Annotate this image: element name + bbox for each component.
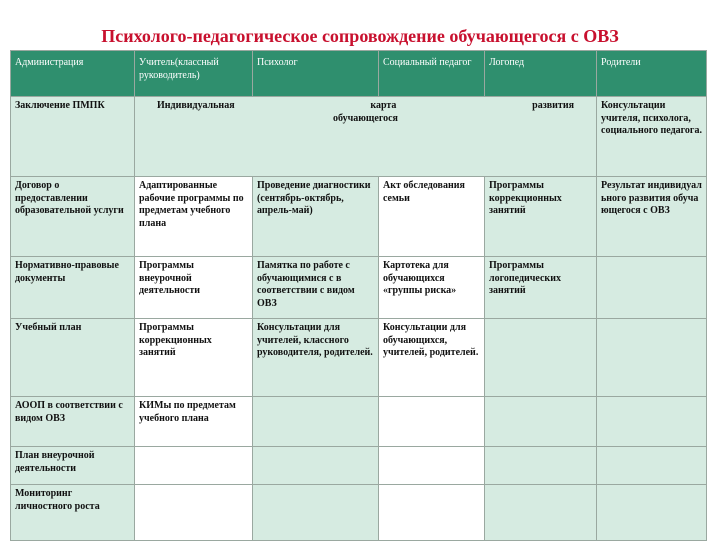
cell-psychologist-empty bbox=[253, 485, 379, 541]
cell-speech-therapist-empty bbox=[485, 319, 597, 397]
cell-speech-therapist-empty bbox=[485, 397, 597, 447]
cell-psychologist-empty bbox=[253, 397, 379, 447]
cell-parents: Результат индивидуального развития обучающегося с ОВЗ bbox=[597, 177, 707, 257]
header-parents: Родители bbox=[597, 51, 707, 97]
cell-teacher: КИМы по предметам учебного плана bbox=[135, 397, 253, 447]
cell-parents-empty bbox=[597, 257, 707, 319]
cell-social-pedagogue: Консультации для обучающихся, учителей, родителей. bbox=[379, 319, 485, 397]
cell-admin: Договор о предоставлении образовательной услуги bbox=[11, 177, 135, 257]
cell-admin: Нормативно-правовые документы bbox=[11, 257, 135, 319]
cell-psychologist-empty bbox=[253, 447, 379, 485]
header-teacher: Учитель(классный руководитель) bbox=[135, 51, 253, 97]
cell-admin: План внеурочной деятельности bbox=[11, 447, 135, 485]
header-admin: Администрация bbox=[11, 51, 135, 97]
cell-parents-empty bbox=[597, 447, 707, 485]
banner-cell bbox=[135, 97, 597, 177]
page-title: Психолого-педагогическое сопровождение обучающегося с ОВЗ bbox=[101, 26, 619, 46]
cell-parents-empty bbox=[597, 397, 707, 447]
cell-speech-therapist: Программы логопедических занятий bbox=[485, 257, 597, 319]
cell-teacher-empty bbox=[135, 447, 253, 485]
table-row bbox=[11, 319, 707, 397]
cell-admin: Заключение ПМПК bbox=[11, 97, 135, 177]
cell-parents: Консультации учителя, психолога, социального педагога. bbox=[597, 97, 707, 177]
table-row bbox=[11, 447, 707, 485]
cell-psychologist: Проведение диагностики (сентябрь-октябрь, апрель-май) bbox=[253, 177, 379, 257]
banner-title-line1: Индивидуальная карта развития bbox=[157, 100, 574, 111]
cell-teacher-empty bbox=[135, 485, 253, 541]
table-row bbox=[11, 177, 707, 257]
cell-teacher: Программы коррекционных занятий bbox=[135, 319, 253, 397]
cell-psychologist: Памятка по работе с обучающимися с в соответствии с видом ОВЗ bbox=[253, 257, 379, 319]
header-social-pedagogue: Социальный педагог bbox=[379, 51, 485, 97]
table-row bbox=[11, 485, 707, 541]
cell-parents-empty bbox=[597, 319, 707, 397]
support-table bbox=[10, 50, 707, 541]
cell-parents-empty bbox=[597, 485, 707, 541]
cell-social-pedagogue: Акт обследования семьи bbox=[379, 177, 485, 257]
cell-psychologist: Консультации для учителей, классного руководителя, родителей. bbox=[253, 319, 379, 397]
cell-speech-therapist-empty bbox=[485, 447, 597, 485]
banner-title-line2: обучающегося bbox=[333, 112, 398, 124]
table-header-row bbox=[11, 51, 707, 97]
cell-speech-therapist: Программы коррекционных занятий bbox=[485, 177, 597, 257]
header-psychologist: Психолог bbox=[253, 51, 379, 97]
cell-teacher: Адаптированные рабочие программы по предметам учебного плана bbox=[135, 177, 253, 257]
table-row bbox=[11, 257, 707, 319]
table-row bbox=[11, 97, 707, 177]
cell-teacher: Программы внеурочной деятельности bbox=[135, 257, 253, 319]
cell-admin: Мониторинг личностного роста bbox=[11, 485, 135, 541]
cell-admin: Учебный план bbox=[11, 319, 135, 397]
cell-social-pedagogue: Картотека для обучающихся «группы риска» bbox=[379, 257, 485, 319]
header-speech-therapist: Логопед bbox=[485, 51, 597, 97]
cell-social-pedagogue-empty bbox=[379, 447, 485, 485]
table-row bbox=[11, 397, 707, 447]
cell-social-pedagogue-empty bbox=[379, 485, 485, 541]
cell-social-pedagogue-empty bbox=[379, 397, 485, 447]
cell-admin: АООП в соответствии с видом ОВЗ bbox=[11, 397, 135, 447]
cell-speech-therapist-empty bbox=[485, 485, 597, 541]
